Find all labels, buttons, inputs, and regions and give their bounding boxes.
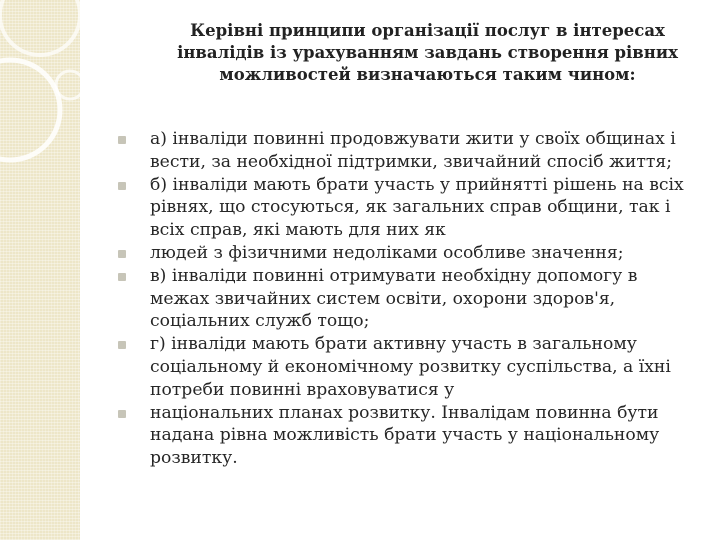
bullet-icon: [118, 182, 126, 190]
list-item-line: межах звичайних систем освіти, охорони здоров'я,: [150, 288, 616, 309]
bullet-icon: [118, 410, 126, 418]
list-item: [118, 402, 708, 470]
title-line: можливостей визначаються таким чином:: [219, 65, 636, 84]
list-item-line: а) інваліди повинні продовжувати жити у своїх общинах і: [150, 129, 676, 149]
list-item-line: соціальному й економічному розвитку суспільства, а їхні: [150, 356, 671, 377]
list-item-line: людей з фізичними недоліками особливе значення;: [150, 242, 624, 263]
list-item: [118, 242, 708, 265]
slide-title: [150, 20, 705, 86]
list-item-line: надана рівна можливість брати участь у національному: [150, 425, 660, 446]
list-item-line: потреби повинні враховуватися у: [150, 379, 455, 400]
list-item-line: рівнях, що стосуються, як загальних справ общини, так і: [150, 197, 671, 218]
list-item-line: б) інваліди мають брати участь у прийнятті рішень на всіх: [150, 174, 684, 195]
decorative-side-panel: [0, 0, 80, 540]
list-item-line: національних планах розвитку. Інвалідам повинна бути: [150, 402, 659, 423]
bullet-icon: [118, 250, 126, 258]
title-line: інвалідів із урахуванням завдань створення рівних: [177, 43, 678, 62]
list-item-line: г) інваліди мають брати активну участь в загальному: [150, 334, 637, 355]
bullet-icon: [118, 136, 126, 144]
bullet-icon: [118, 341, 126, 349]
list-item: [118, 128, 708, 174]
list-item-line: соціальних служб тощо;: [150, 311, 370, 332]
bullet-icon: [118, 273, 126, 281]
list-item-line: всіх справ, які мають для них як: [150, 220, 446, 241]
list-item-line: вести, за необхідної підтримки, звичайний спосіб життя;: [150, 151, 672, 172]
list-item: [118, 333, 708, 401]
title-line: Керівні принципи організації послуг в інтересах: [190, 21, 665, 40]
decorative-circles: [0, 0, 80, 540]
bullet-list: [118, 128, 708, 470]
list-item-line: в) інваліди повинні отримувати необхідну допомогу в: [150, 265, 638, 286]
list-item: [118, 265, 708, 333]
list-item-line: розвитку.: [150, 448, 238, 469]
list-item: [118, 174, 708, 242]
